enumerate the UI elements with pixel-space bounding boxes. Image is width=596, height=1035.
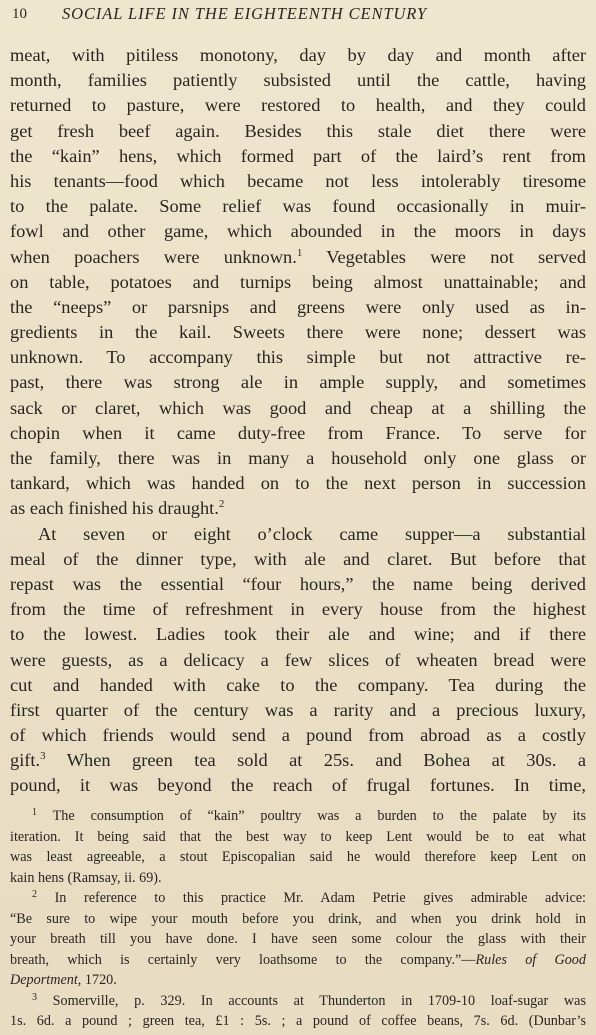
text-line: the family, there was in many a household only one glass or <box>10 448 586 468</box>
text-line: of which friends would send a pound from abroad as a costly <box>10 725 586 746</box>
body-text <box>10 43 586 799</box>
footnote-2-number: 2 <box>32 889 37 900</box>
footnote-2-line: breath, which is certainly very loathsome to the company.”—Rules of Good <box>10 951 586 968</box>
footnote-1-line: $^1$ The consumption of “kain” poultry was a burden to the palate by its <box>32 807 587 824</box>
text-line: the “neeps” or parsnips and greens were only used as in- <box>10 296 586 317</box>
text-line: fowl and other game, which abounded in the moors in days <box>10 221 586 242</box>
text-line: get fresh beef again. Besides this stale diet there were <box>10 120 586 141</box>
text-line: meal of the dinner type, with ale and claret. But before that <box>10 548 586 569</box>
text-line: to the palate. Some relief was found occasionally in muir- <box>10 196 586 217</box>
text-line: pound, it was beyond the reach of frugal fortunes. In time, <box>10 775 586 796</box>
text-line: returned to pasture, were restored to health, and they could <box>10 95 586 116</box>
footnote-3-line: 1s. 6d. a pound ; green tea, £1 : 5s. ; a pound of coffee beans, 7s. 6d. (Dunbar’s <box>10 1013 586 1029</box>
text-fragment: When green tea sold at 25s. and Bohea at 30s. a <box>66 750 586 771</box>
text-line: sack or claret, which was good and cheap at a shilling the <box>10 397 586 418</box>
text-line-with-footnote-ref <box>10 245 586 270</box>
footnote-3-number: 3 <box>32 991 37 1003</box>
running-head-title: SOCIAL LIFE IN THE EIGHTEENTH CENTURY <box>62 4 428 23</box>
footnote-1-line: kain hens (Ramsay, ii. 69). <box>10 869 162 886</box>
footnote-2-line: Deportment, 1720. <box>10 972 117 988</box>
text-line-with-footnote-ref <box>10 496 586 521</box>
text-line-with-footnote-ref <box>10 748 586 773</box>
footnote-1-line: iteration. It being said that the best way to keep Lent would be to eat what <box>10 828 586 845</box>
running-head <box>12 3 588 25</box>
footnote-2-source-title-cont: Deportment <box>10 972 78 988</box>
text-line: repast was the essential “four hours,” the name being derived <box>10 573 586 594</box>
text-fragment: Vegetables were not served <box>326 246 587 267</box>
footnotes <box>10 806 586 1032</box>
text-line: gredients in the kail. Sweets there were none; dessert was <box>10 322 586 343</box>
text-line: unknown. To accompany this simple but not attractive re- <box>10 347 586 368</box>
text-line: meat, with pitiless monotony, day by day and month after <box>10 45 586 65</box>
text-line: his tenants—food which became not less intolerably tiresome <box>10 170 586 191</box>
footnote-1-number: 1 <box>32 807 37 818</box>
footnote-1-line: was least agreeable, a stout Episcopalian said he would therefore keep Lent on <box>10 849 586 865</box>
text-line: the “kain” hens, which formed part of the laird’s rent from <box>10 145 586 166</box>
text-fragment: gift. <box>10 750 41 771</box>
text-line: tankard, which was handed on to the next person in succession <box>10 473 586 494</box>
footnote-2-line: “Be sure to wipe your mouth before you drink, and when you drink hold in <box>10 910 586 927</box>
footnote-3-line: $^3$ Somerville, p. 329. In accounts at Thunderton in 1709-10 loaf-sugar was <box>32 991 586 1009</box>
text-line: chopin when it came duty-free from France. To serve for <box>10 422 586 443</box>
footnote-ref-1: 1 <box>296 246 303 259</box>
text-line: cut and handed with cake to the company. Tea during the <box>10 674 586 695</box>
text-line: past, there was strong ale in ample supply, and sometimes <box>10 372 586 393</box>
text-line: to the lowest. Ladies took their ale and wine; and if there <box>10 624 586 645</box>
footnote-2-line: your breath till you have done. I have seen some colour the glass with their <box>10 931 586 947</box>
footnote-2-source-title: Rules of Good <box>475 951 586 968</box>
text-line: on table, potatoes and turnips being almost unattainable; and <box>10 271 586 292</box>
paragraph-first-line: At seven or eight o’clock came supper—a substantial <box>38 523 586 544</box>
footnote-ref-2: 2 <box>218 498 225 511</box>
text-fragment: when poachers were unknown. <box>10 246 297 267</box>
text-fragment: as each finished his draught. <box>10 498 219 519</box>
text-line: first quarter of the century was a rarity and a precious luxury, <box>10 699 586 720</box>
page-number: 10 <box>12 6 27 22</box>
text-line: month, families patiently subsisted until the cattle, having <box>10 70 586 91</box>
text-line: were guests, as a delicacy a few slices of wheaten bread were <box>10 649 586 670</box>
text-line: from the time of refreshment in every house from the highest <box>10 599 586 620</box>
footnote-ref-3: 3 <box>40 750 46 763</box>
footnote-2-line: $^2$ In reference to this practice Mr. Adam Petrie gives admirable advice: <box>32 889 586 906</box>
